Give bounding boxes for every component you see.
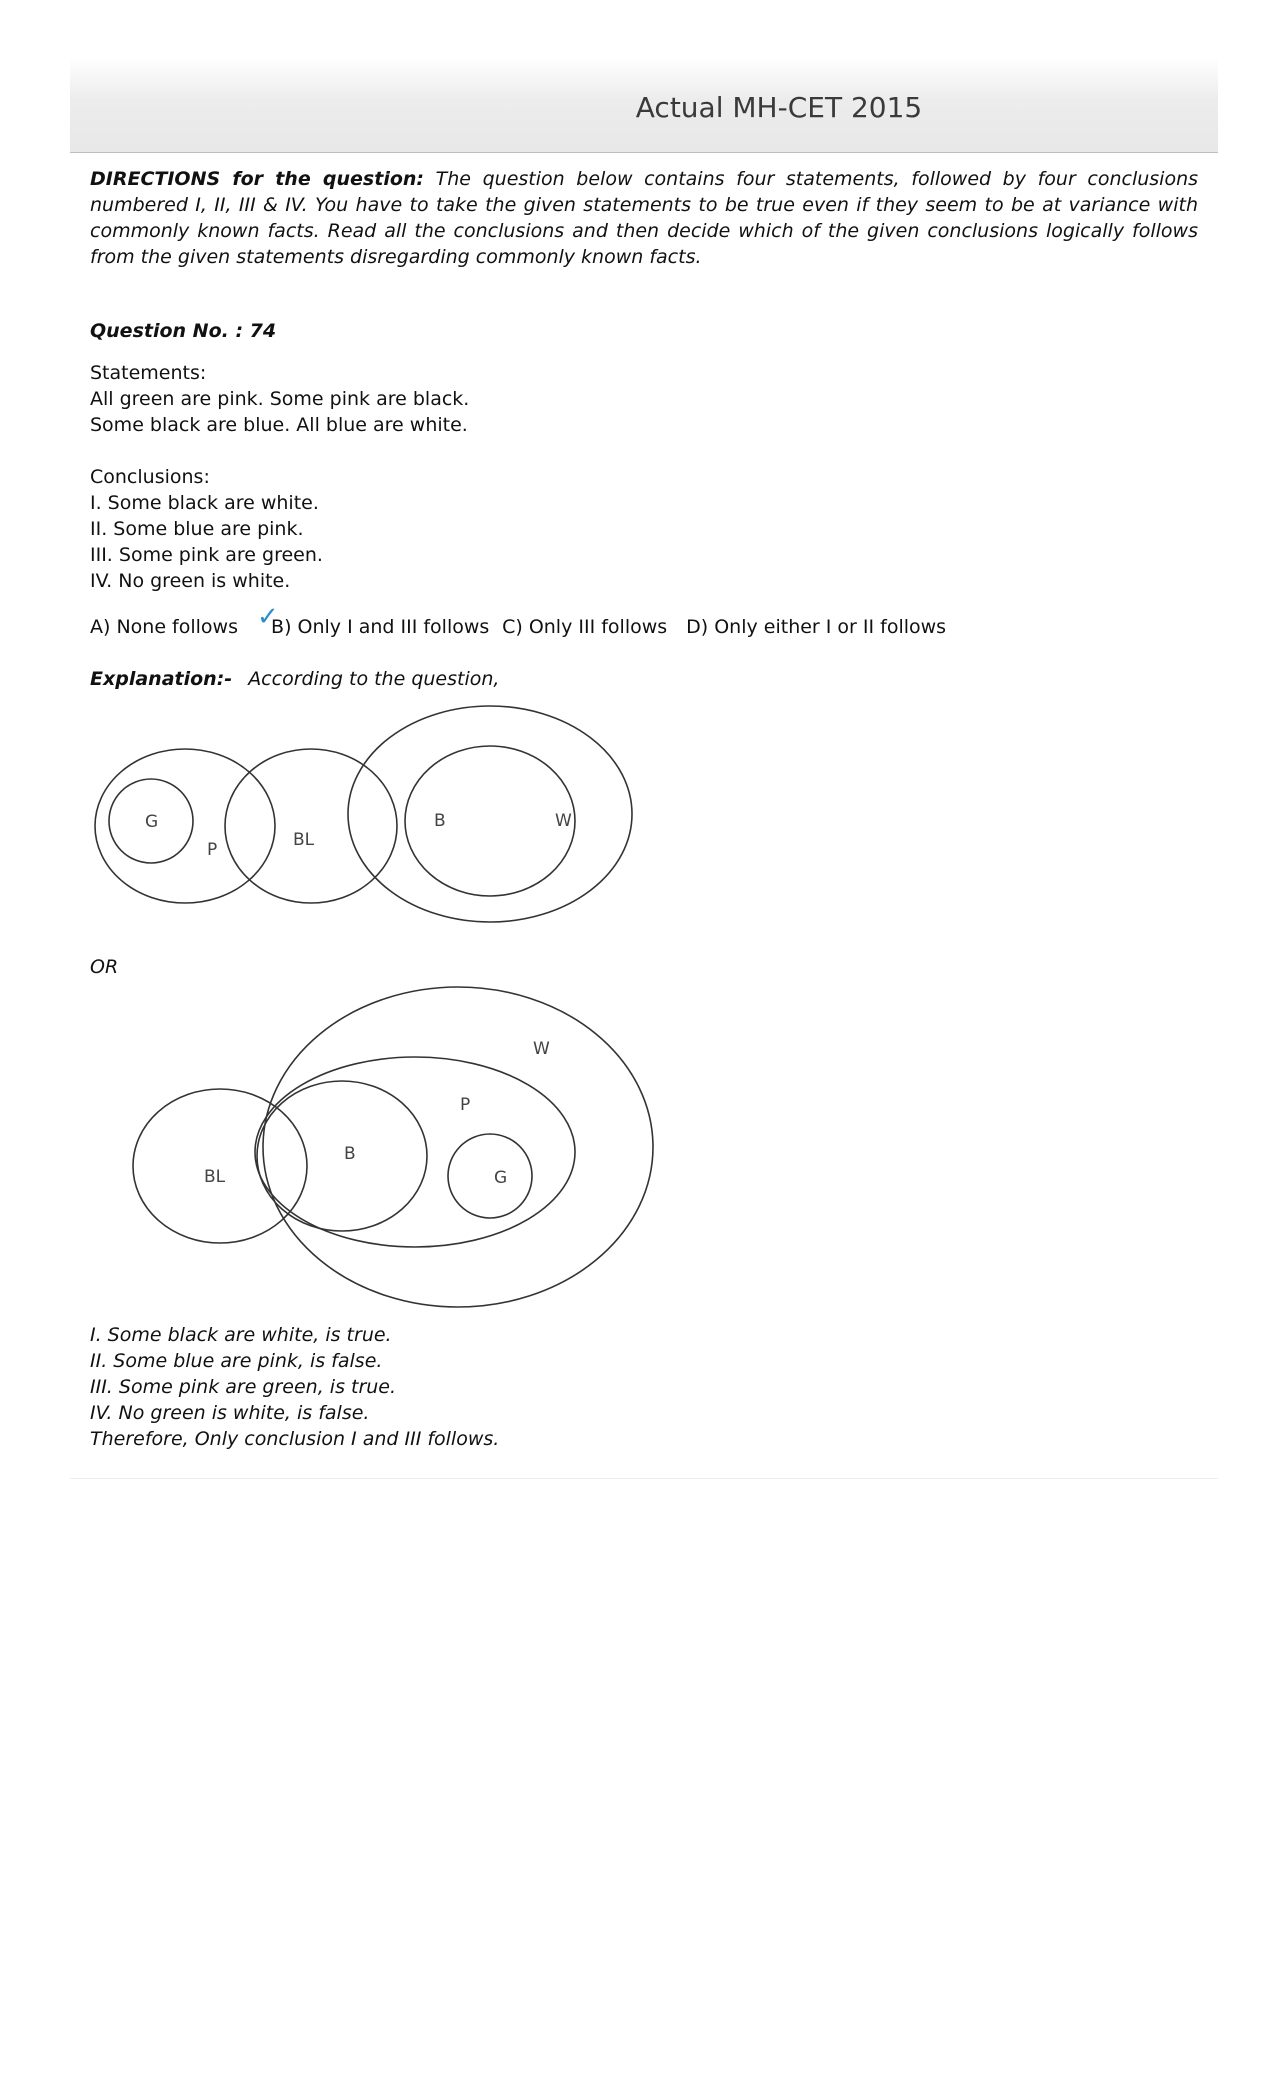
page-header [70,58,1218,153]
circle-white [263,987,653,1307]
label-pink-1: P [207,840,218,860]
explanation-intro: According to the question, [248,668,500,690]
circle-pink [95,749,275,903]
circle-pink [255,1057,575,1247]
conclusion-line: IV. No green is white. [90,570,291,592]
conclusion-line: III. Some pink are green. [90,544,323,566]
label-black-1: BL [293,830,315,850]
label-pink-2: P [460,1095,471,1115]
label-blue-1: B [434,811,446,831]
conclusion-line: II. Some blue are pink. [90,518,304,540]
label-white-2: W [533,1039,550,1059]
statement-line: All green are pink. Some pink are black. [90,388,470,410]
venn-diagrams [90,166,1198,1326]
checkmark-icon: ✓ [257,602,279,632]
statement-line: Some black are blue. All blue are white. [90,414,468,436]
explanation-results [90,1322,499,1452]
label-green-2: G [494,1168,508,1188]
conclusions-heading: Conclusions: [90,466,210,488]
circle-green [448,1134,532,1218]
circle-blue [257,1081,427,1231]
circle-black [225,749,397,903]
label-blue-2: B [344,1144,356,1164]
result-conclusion: Therefore, Only conclusion I and III follows. [90,1428,500,1450]
or-label: OR [90,956,119,978]
result-line: II. Some blue are pink, is false. [90,1350,383,1372]
question-number: Question No. : 74 [90,320,277,342]
statements-heading: Statements: [90,362,207,384]
circle-white [348,706,632,922]
explanation-label: Explanation:- [90,668,233,690]
label-green-1: G [145,812,159,832]
venn-diagram-2 [133,987,653,1307]
directions-text: The question below contains four statements, followed by four conclusions numbered I, II, III & IV. You have to take the given statements to be true even if they seem to be at variance with commonly known facts. Read all the conclusions and then decide which of the given conclusions logically follows from the given statements disregarding commonly known facts. [90,168,1199,268]
result-line: IV. No green is white, is false. [90,1402,370,1424]
label-black-2: BL [204,1167,226,1187]
result-line: I. Some black are white, is true. [90,1324,392,1346]
circle-black [133,1089,307,1243]
question-content [90,166,1199,1450]
footer-divider [70,1478,1218,1479]
option-d[interactable]: D) Only either I or II follows [686,616,947,638]
conclusion-line: I. Some black are white. [90,492,319,514]
circle-blue [405,746,575,896]
venn-diagram-1 [95,706,632,922]
directions-label: DIRECTIONS for the question: [90,168,425,190]
page-title: Actual MH-CET 2015 [635,91,923,124]
option-b-label: B) Only I and III follows [271,616,490,638]
label-white-1: W [555,811,572,831]
option-c[interactable]: C) Only III follows [502,616,668,638]
option-a[interactable]: A) None follows [90,616,238,638]
result-line: III. Some pink are green, is true. [90,1376,397,1398]
